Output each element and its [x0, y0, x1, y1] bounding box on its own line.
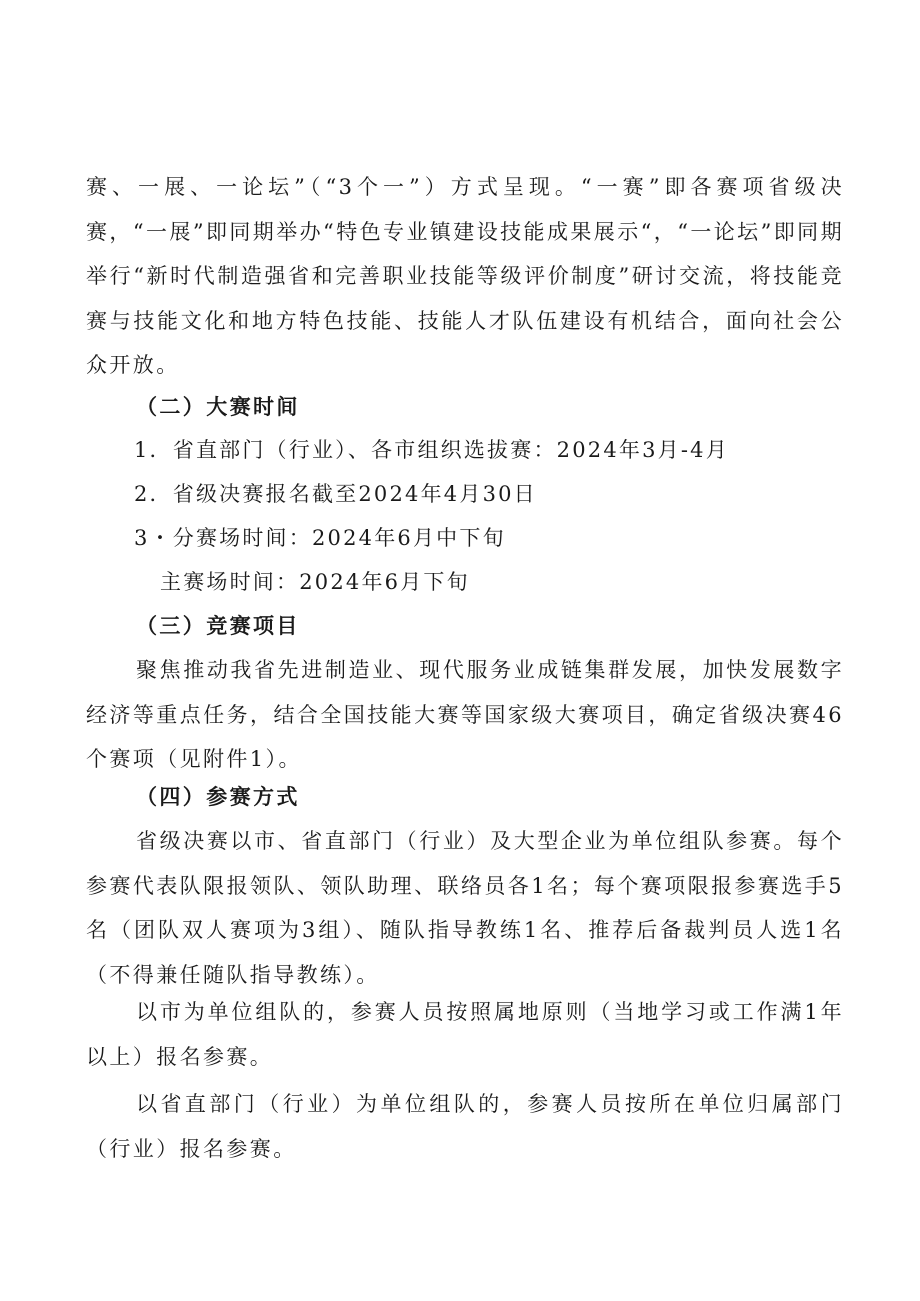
- time-item-4: 主赛场时间：2024年6月下旬: [160, 570, 470, 594]
- time-item-1: 1．省直部门（行业）、各市组织选拔赛：2024年3月-4月: [134, 438, 729, 462]
- section-heading-method: （四）参赛方式: [136, 785, 300, 809]
- items-paragraph: 聚焦推动我省先进制造业、现代服务业成链集群发展，加快发展数字经济等重点任务，结合全国技能大赛等国家级大赛项目，确定省级决赛46个赛项（见附件1）。: [86, 658, 844, 771]
- section-heading-time: （二）大赛时间: [136, 395, 300, 419]
- intro-paragraph: 赛、一展、一论坛”（“3个一”）方式呈现。“一赛”即各赛项省级决赛，“一展”即同期举办“特色专业镇建设技能成果展示“，“一论坛”即同期举行“新时代制造强省和完善职业技能等级评价制度”研讨交流，将技能竞赛与技能文化和地方特色技能、技能人才队伍建设有机结合，面向社会公众开放。: [86, 175, 844, 377]
- time-item-2: 2．省级决赛报名截至2024年4月30日: [134, 482, 537, 506]
- section-heading-items: （三）竞赛项目: [136, 614, 300, 638]
- method-paragraph-3: 以省直部门（行业）为单位组队的，参赛人员按所在单位归属部门（行业）报名参赛。: [86, 1092, 844, 1161]
- method-paragraph-2: 以市为单位组队的，参赛人员按照属地原则（当地学习或工作满1年以上）报名参赛。: [86, 1000, 844, 1069]
- time-item-3: 3・分赛场时间：2024年6月中下旬: [134, 526, 506, 550]
- method-paragraph-1: 省级决赛以市、省直部门（行业）及大型企业为单位组队参赛。每个参赛代表队限报领队、领队助理、联络员各1名；每个赛项限报参赛选手5名（团队双人赛项为3组）、随队指导教练1名、推荐后备裁判员人选1名（不得兼任随队指导教练）。: [86, 829, 844, 987]
